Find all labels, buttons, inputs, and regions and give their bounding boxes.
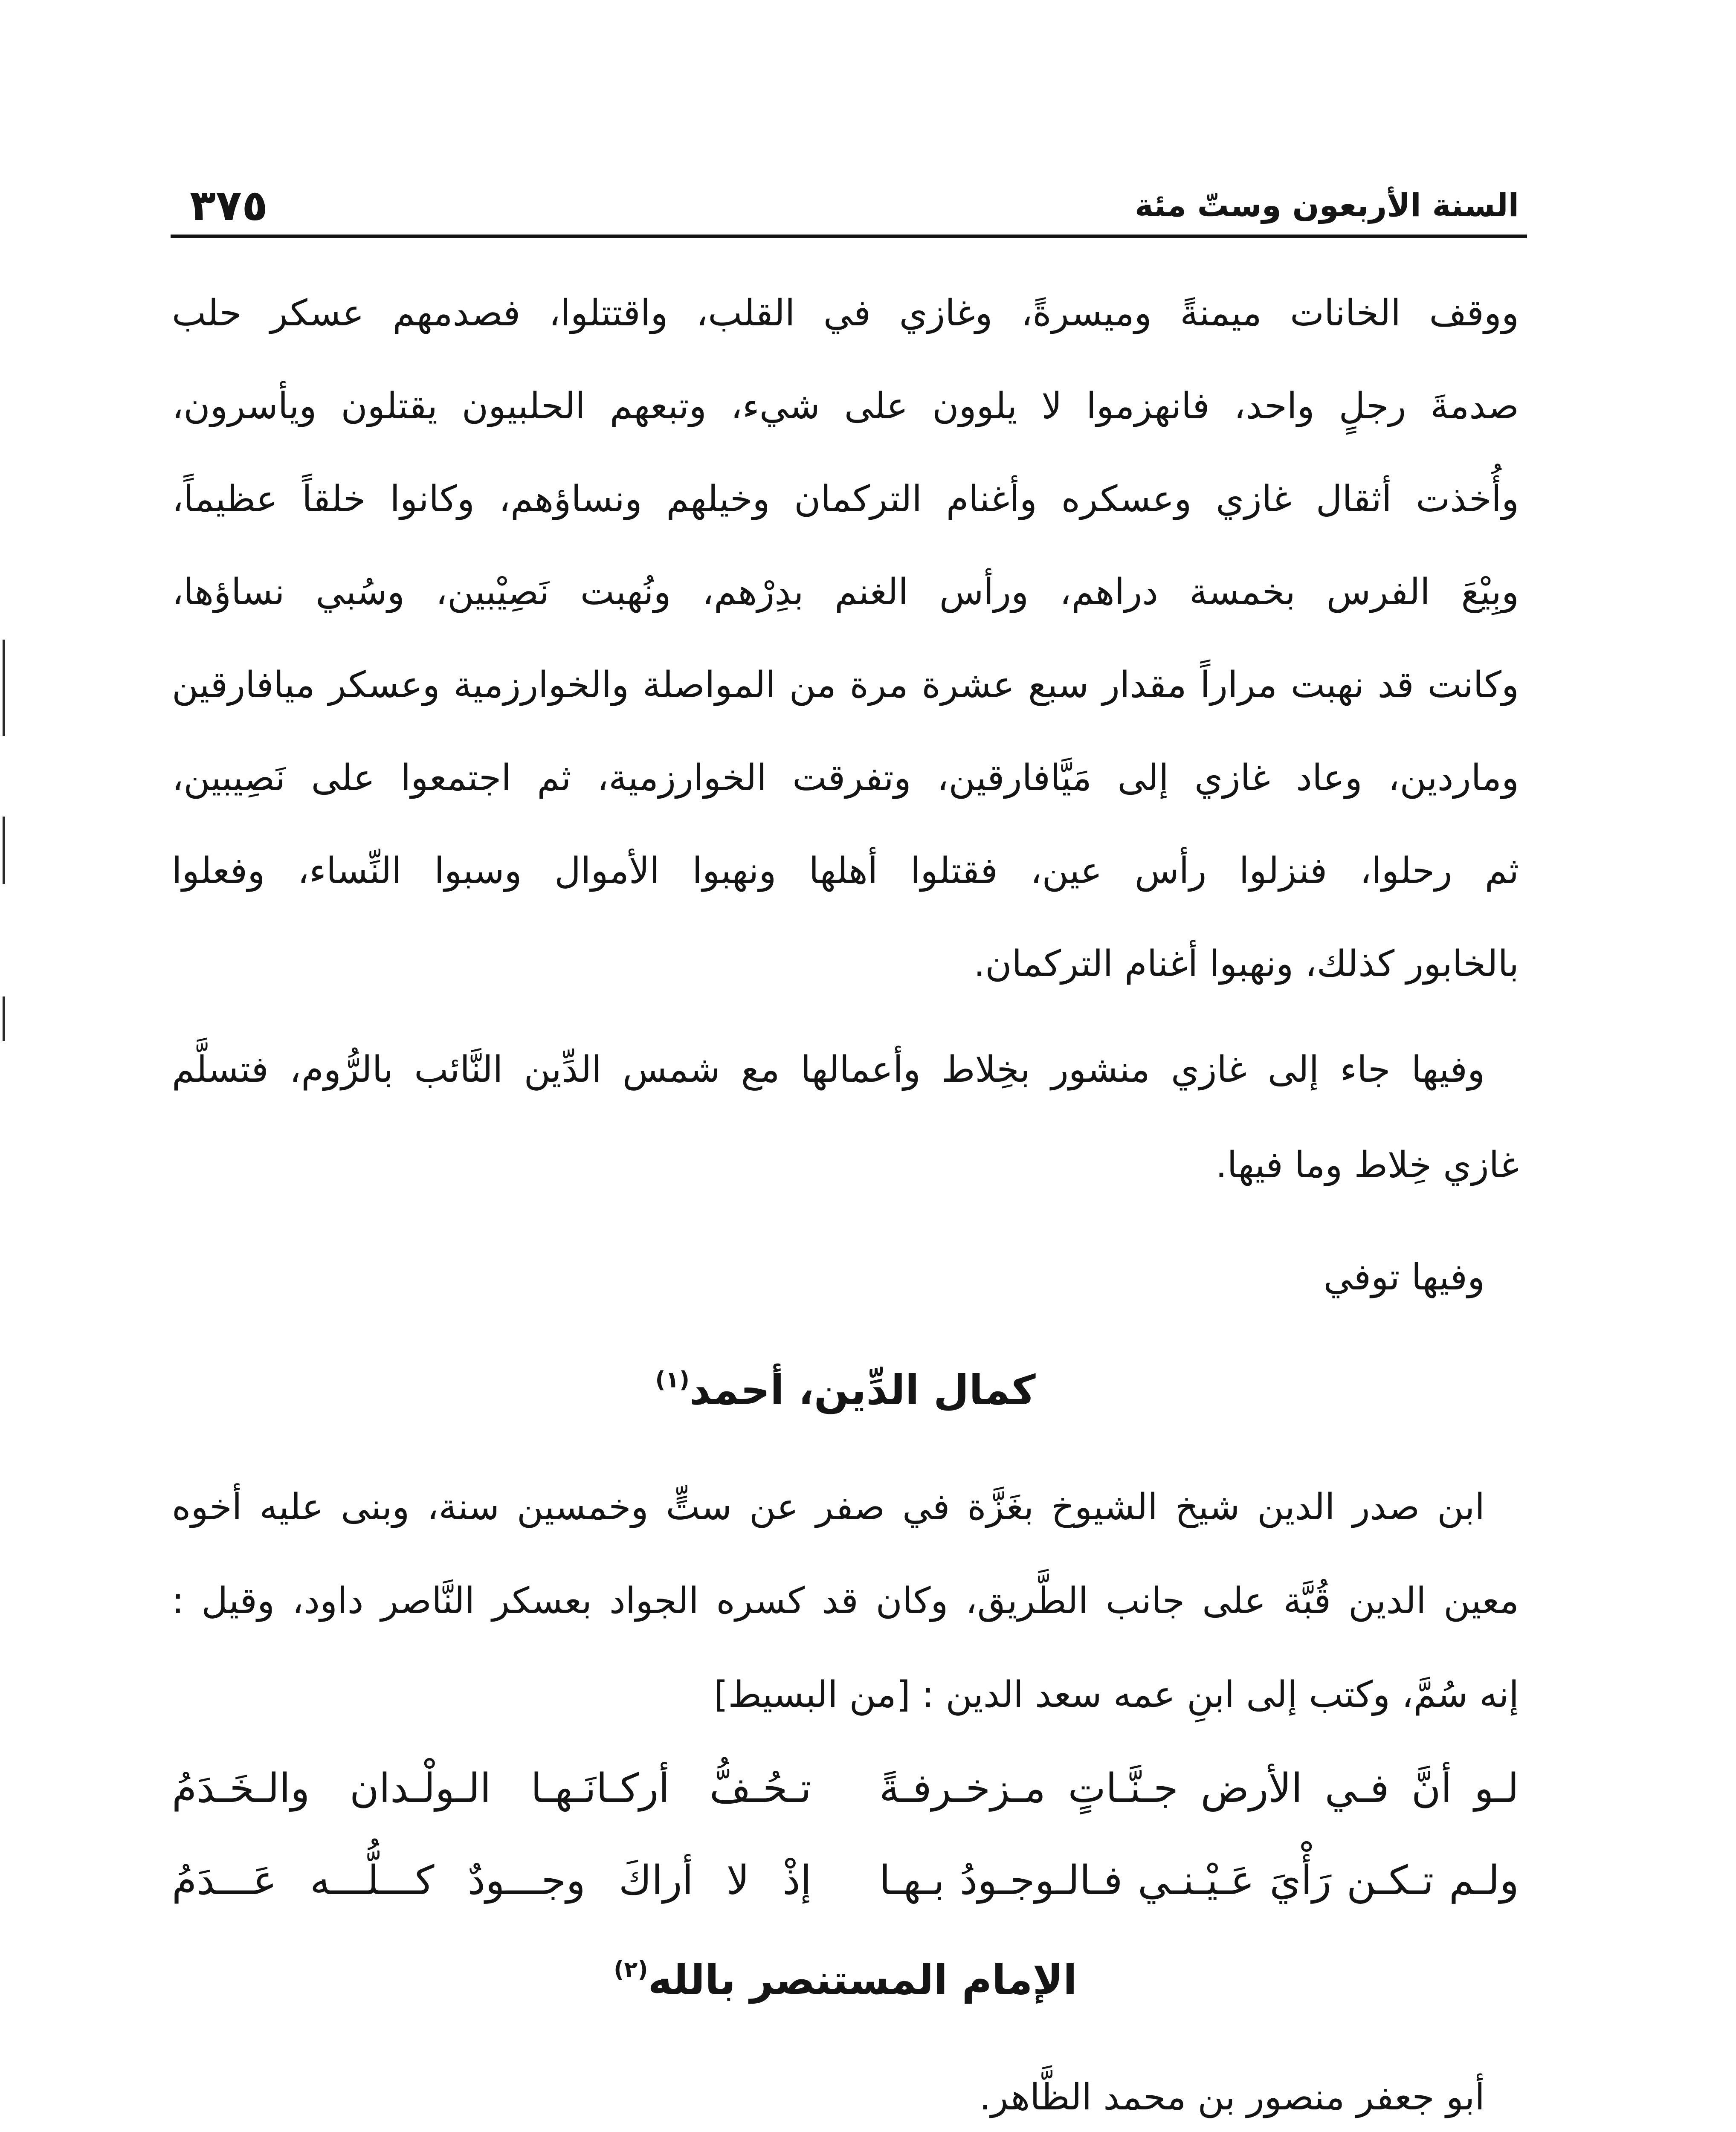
- text-line: وكانت قد نهبت مراراً مقدار سبع عشرة مرة من المواصلة والخوارزمية وعسكر ميافارقين: [172, 664, 1519, 706]
- verse-hemistich-second: إذْ لا أراكَ وجـــودٌ كـــلُّـــه عَـــدَمُ: [172, 1857, 811, 1904]
- running-title: السنة الأربعون وستّ مئة: [1134, 187, 1519, 224]
- text-line: بالخابور كذلك، ونهبوا أغنام التركمان.: [974, 943, 1519, 985]
- verse-block: [172, 1743, 1519, 1927]
- text-line: وفيها جاء إلى غازي منشور بخِلاط وأعمالها مع شمس الدِّين النَّائب بالرُّوم، فتسلَّم: [172, 1049, 1485, 1091]
- footnote-reference-2: (٢): [614, 1956, 648, 1983]
- text-line: غازي خِلاط وما فيها.: [1215, 1144, 1519, 1186]
- entry-heading-1: [172, 1339, 1519, 1441]
- entry-heading-text: كمال الدِّين، أحمد: [689, 1366, 1036, 1414]
- text-line: ووقف الخانات ميمنةً وميسرةً، وغازي في القلب، واقتتلوا، فصدمهم عسكر حلب: [172, 292, 1519, 334]
- scan-edge-mark: [3, 817, 5, 884]
- scan-edge-mark: [3, 996, 5, 1041]
- text-line: أبو جعفر منصور بن محمد الظَّاهر.: [979, 2076, 1485, 2118]
- entry-heading-2: [172, 1933, 1519, 2027]
- scan-edge-mark: [3, 640, 5, 736]
- entry-2-paragraph: [172, 2051, 1519, 2132]
- verse-hemistich-first: لـو أنَّ فـي الأرض جـنَّـاتٍ مـزخـرفـةً: [879, 1765, 1519, 1812]
- text-line: وأُخذت أثقال غازي وعسكره وأغنام التركمان وخيلهم ونساؤهم، وكانوا خلقاً عظيماً،: [172, 478, 1519, 520]
- text-line: إنه سُمَّ، وكتب إلى ابنِ عمه سعد الدين : [من البسيط]: [714, 1674, 1519, 1716]
- running-header: [172, 178, 1519, 233]
- verse-line: [172, 1743, 1519, 1835]
- verse-hemistich-first: ولـم تـكـن رَأْيَ عَـيْـنـي فـالـوجـودُ بـهـا: [879, 1857, 1519, 1904]
- header-rule: [171, 235, 1527, 238]
- page-number: ٣٧٥: [190, 180, 268, 230]
- text-line: ثم رحلوا، فنزلوا رأس عين، فقتلوا أهلها ونهبوا الأموال وسبوا النِّساء، وفعلوا: [172, 850, 1519, 892]
- text-line: وماردين، وعاد غازي إلى مَيَّافارقين، وتفرقت الخوارزمية، ثم اجتمعوا على نَصِيبين،: [172, 757, 1519, 799]
- verse-line: [172, 1835, 1519, 1927]
- footnote-reference-1: (١): [655, 1367, 690, 1393]
- text-line: وبِيْعَ الفرس بخمسة دراهم، ورأس الغنم بدِرْهم، ونُهبت نَصِيْبين، وسُبي نساؤها،: [172, 571, 1519, 613]
- text-line: وفيها توفي: [1323, 1256, 1485, 1298]
- paragraph-3: [172, 1230, 1519, 1325]
- text-line: ابن صدر الدين شيخ الشيوخ بغَزَّة في صفر عن ستٍّ وخمسين سنة، وبنى عليه أخوه: [172, 1486, 1485, 1528]
- paragraph-1: [172, 267, 1519, 1011]
- paragraph-2: [172, 1022, 1519, 1213]
- entry-heading-text: الإمام المستنصر بالله: [648, 1956, 1077, 2004]
- text-line: معين الدين قُبَّة على جانب الطَّريق، وكان قد كسره الجواد بعسكر النَّاصر داود، وقيل :: [172, 1580, 1519, 1622]
- entry-1-paragraph: [172, 1460, 1519, 1742]
- verse-hemistich-second: تـحُـفُّ أركـانَـهـا الـولْـدان والـخَـدَمُ: [172, 1765, 811, 1812]
- text-line: صدمةَ رجلٍ واحد، فانهزموا لا يلوون على شيء، وتبعهم الحلبيون يقتلون ويأسرون،: [172, 385, 1519, 427]
